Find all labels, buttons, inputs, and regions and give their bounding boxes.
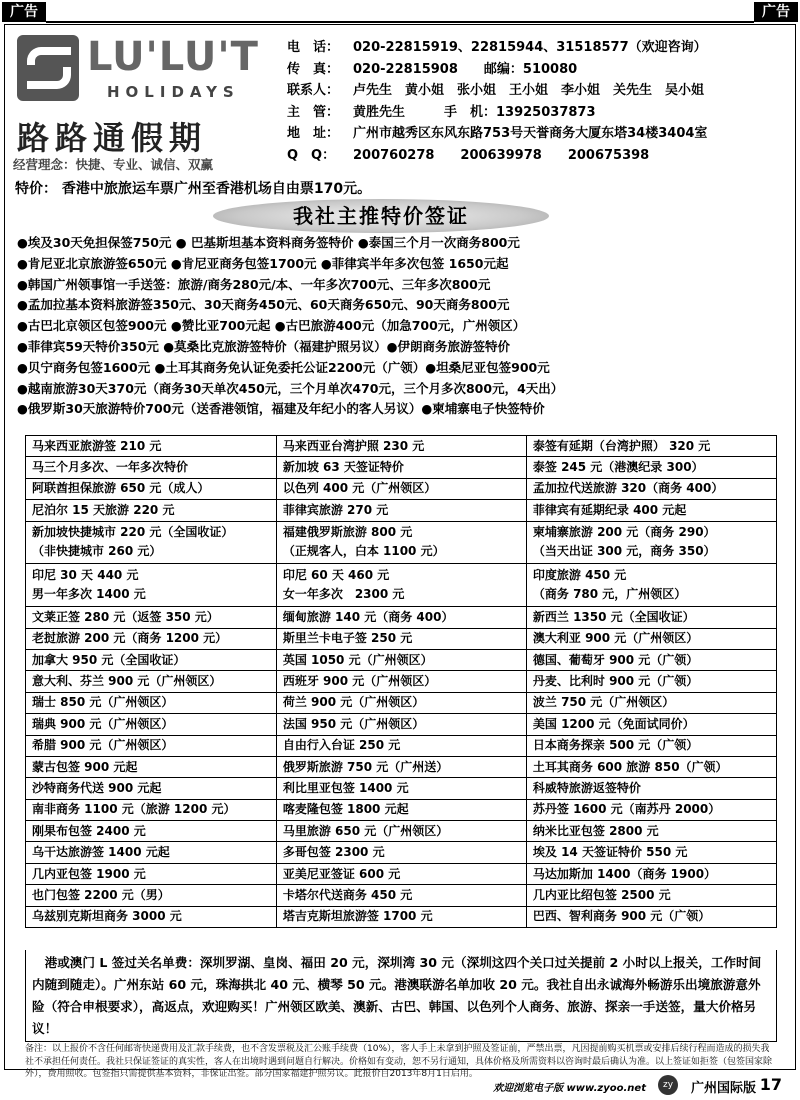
table-cell [276,521,526,564]
cell-line: 卡塔尔代送商务 450 元 [282,887,413,902]
list-item: ●贝宁商务包签1600元 ●土耳其商务免认证免委托公证2200元（广领）●坦桑尼亚包签900元 [17,359,550,375]
cell-line: 也门包签 2200 元（男） [32,887,170,902]
cell-line: 澳大利亚 900 元（广州领区） [532,631,699,646]
cell-line: 印尼 30 天 440 元 [32,568,139,583]
table-cell [26,842,277,863]
list-item: ●菲律宾59天特价350元 ●莫桑比克旅游签特价（福建护照另议）●伊朗商务旅游签特价 [17,338,511,354]
cell-line: 苏丹签 1600 元（南苏丹 2000） [532,802,721,817]
cell-line: 英国 1050 元（广州领区） [282,652,433,667]
cell-line: 科威特旅游返签特价 [532,780,641,795]
cell-line: 马里旅游 650 元（广州领区） [282,823,449,838]
cell-line: 瑞典 900 元（广州领区） [32,716,174,731]
table-cell [26,885,277,906]
table-cell [526,906,776,927]
cell-line: 蒙古包签 900 元起 [32,759,138,774]
cell-line: 几内亚比绍包签 2500 元 [532,887,671,902]
table-cell [276,457,526,478]
cell-line: 马来西亚台湾护照 230 元 [282,438,425,453]
table-row [26,436,777,457]
cell-line: 以色列 400 元（广州领区） [282,481,437,496]
logo-s-icon [17,35,79,101]
table-row [26,906,777,927]
cell-line: 乌兹别克斯坦商务 3000 元 [32,909,182,924]
cell-line: 利比里亚包签 1400 元 [282,780,409,795]
cell-line: 意大利、芬兰 900 元（广州领区） [32,674,222,689]
cell-line: （正规客人，白本 1100 元） [282,544,445,559]
cell-line: 日本商务探亲 500 元（广领） [532,738,699,753]
table-cell [276,885,526,906]
table-cell [526,671,776,692]
table-cell [26,649,277,670]
cell-line: 喀麦隆包签 1800 元起 [282,802,409,817]
contact-persons: 联系人： 卢先生 黄小姐 张小姐 王小姐 李小姐 关先生 吴小姐 [287,83,705,98]
table-cell [276,821,526,842]
page-number: 17 [759,1075,782,1094]
cell-line: 多哥包签 2300 元 [282,845,385,860]
table-cell [276,478,526,499]
table-cell [526,607,776,628]
table-row [26,478,777,499]
contact-address: 地 址： 广州市越秀区东风东路753号天誉商务大厦东塔34楼3404室 [287,126,708,141]
cell-line: 马三个月多次、一年多次特价 [32,460,189,475]
table-cell [276,906,526,927]
cell-line: 孟加拉代送旅游 320（商务 400） [532,481,724,496]
table-row [26,649,777,670]
list-item: ●埃及30天免担保签750元 ● 巴基斯坦基本资料商务签特价 ●泰国三个月一次商务800元 [17,235,520,250]
table-cell [526,714,776,735]
table-cell [26,500,277,521]
table-cell [526,521,776,564]
cell-line: 俄罗斯旅游 750 元（广州送） [282,759,449,774]
cell-line: 纳米比亚包签 2800 元 [532,823,659,838]
list-item: ●肯尼亚北京旅游签650元 ●肯尼亚商务包签1700元 ●菲律宾半年多次包签 1650元起 [17,255,509,271]
cell-line: 马达加斯加 1400（商务 1900） [532,866,717,881]
cell-line: 斯里兰卡电子签 250 元 [282,631,413,646]
table-cell [526,821,776,842]
table-row [26,607,777,628]
table-row [26,821,777,842]
table-row [26,521,777,564]
table-row [26,778,777,799]
table-row [26,842,777,863]
cell-line: （商务 780 元，广州领区） [532,587,687,602]
table-cell [276,714,526,735]
table-cell [526,478,776,499]
cell-line: 几内亚包签 1900 元 [32,866,146,881]
table-cell [26,607,277,628]
table-row [26,885,777,906]
cell-line: 荷兰 900 元（广州领区） [282,695,425,710]
cell-line: 美国 1200 元（免面试同价） [532,716,695,731]
table-cell [26,671,277,692]
cell-line: 女一年多次 2300 元 [282,587,405,602]
cell-line: 阿联酋担保旅游 650 元（成人） [32,481,210,496]
logo-wordmark: LU'LU'T [87,34,259,80]
table-row [26,500,777,521]
table-cell [526,756,776,777]
table-row [26,756,777,777]
fine-print: 备注：以上报价不含任何邮寄快递费用及汇款手续费，也不含发票税及汇公账手续费（10%），客人手上未拿到护照及签证前，严禁出票，凡因提前购买机票或安排后续行程而造成的损失我社不承担任何责任。我社只保证签证的真实性，客人在出境时遇到问题自行解决。价格如有变动，恕不另行通知，具体价格及所需资料以咨询时最后确认为准。以上签证如拒签（包签国家除外），费用照收。包签指只需提供基本资料，非保证出签。部分国家福建护照另议。此报价自2013年8月1日启用。 [25,1044,773,1079]
table-cell [526,842,776,863]
table-cell [276,649,526,670]
list-item: ●古巴北京领区包签900元 ●赞比亚700元起 ●古巴旅游400元（加急700元，广州领区） [17,318,526,334]
contact-manager: 主 管： 黄胜先生 手 机：13925037873 [287,104,596,120]
ad-label-left: 广告 [2,2,46,22]
table-row [26,628,777,649]
table-cell [276,564,526,607]
cell-line: 文莱正签 280 元（返签 350 元） [32,609,219,624]
table-cell [26,436,277,457]
table-row [26,457,777,478]
table-cell [526,692,776,713]
table-cell [526,649,776,670]
table-cell [526,628,776,649]
page-footer [4,1073,796,1097]
table-cell [26,799,277,820]
ad-frame [4,24,796,1079]
cell-line: 马来西亚旅游签 210 元 [32,438,162,453]
table-cell [26,478,277,499]
cell-line: 老挝旅游 200 元（商务 1200 元） [32,631,228,646]
contact-fax: 传 真： 020-22815908 邮编：510080 [287,61,578,77]
cell-line: 缅甸旅游 140 元（商务 400） [282,609,454,624]
cell-line: 印尼 60 天 460 元 [282,568,390,583]
table-cell [276,607,526,628]
table-cell [26,735,277,756]
cell-line: 尼泊尔 15 天旅游 220 元 [32,502,175,517]
cell-line: 亚美尼亚签证 600 元 [282,866,401,881]
cell-line: 加拿大 950 元（全国收证） [32,652,186,667]
table-cell [526,778,776,799]
table-cell [526,564,776,607]
cell-line: 沙特商务代送 900 元起 [32,780,162,795]
table-cell [526,436,776,457]
cell-line: 新西兰 1350 元（全国收证） [532,609,695,624]
footer-url: 欢迎浏览电子版 www.zyoo.net [493,1083,646,1094]
list-item: ●俄罗斯30天旅游特价700元（送香港领馆，福建及年纪小的客人另议）●柬埔寨电子快签特价 [17,401,545,417]
publication-name: 广州国际版 [690,1081,756,1096]
table-cell [526,500,776,521]
cell-line: 巴西、智利商务 900 元（广领） [532,909,711,924]
cell-line: 希腊 900 元（广州领区） [32,738,174,753]
company-logo [13,31,275,191]
table-row [26,735,777,756]
table-cell [276,756,526,777]
visa-price-table [25,435,777,928]
top-rule [46,21,754,23]
contact-phone: 电 话： 020-22815919、22815944、31518577（欢迎咨询） [287,40,707,55]
table-row [26,799,777,820]
cell-line: 自由行入台证 250 元 [282,738,401,753]
cell-line: 泰签有延期（台湾护照） 320 元 [532,438,711,453]
table-cell [26,628,277,649]
table-cell [26,821,277,842]
table-cell [526,863,776,884]
table-row [26,564,777,607]
table-cell [276,436,526,457]
list-item: ●越南旅游30天370元（商务30天单次450元，三个月单次470元，三个月多次800元，4天出） [17,380,564,396]
cell-line: 塔吉克斯坦旅游签 1700 元 [282,909,433,924]
table-cell [276,778,526,799]
table-cell [26,778,277,799]
cell-line: 波兰 750 元（广州领区） [532,695,675,710]
table-cell [276,671,526,692]
table-cell [26,564,277,607]
table-cell [26,457,277,478]
ad-label-right: 广告 [754,2,798,22]
table-row [26,714,777,735]
cell-line: 泰签 245 元（港澳纪录 300） [532,460,704,475]
cell-line: 土耳其商务 600 旅游 850（广领） [532,759,728,774]
table-cell [276,500,526,521]
logo-chinese-name: 路路通假期 [17,119,208,157]
table-cell [26,521,277,564]
table-cell [526,799,776,820]
cell-line: （非快捷城市 260 元） [32,544,162,559]
table-cell [26,714,277,735]
cell-line: 福建俄罗斯旅游 800 元 [282,525,413,540]
table-cell [276,628,526,649]
cell-line: 瑞士 850 元（广州领区） [32,695,174,710]
cell-line: 德国、葡萄牙 900 元（广领） [532,652,699,667]
cell-line: 新加坡快捷城市 220 元（全国收证） [32,525,234,540]
cell-line: 乌干达旅游签 1400 元起 [32,845,170,860]
cell-line: 南非商务 1100 元（旅游 1200 元） [32,802,236,817]
cell-line: 西班牙 900 元（广州领区） [282,674,437,689]
table-cell [276,735,526,756]
contact-block [287,37,792,166]
table-cell [276,863,526,884]
table-cell [276,799,526,820]
table-cell [26,756,277,777]
cell-line: 法国 950 元（广州领区） [282,716,425,731]
cell-line: 男一年多次 1400 元 [32,587,146,602]
table-row [26,863,777,884]
table-cell [526,735,776,756]
featured-visa-list [17,233,793,420]
logo-holidays: HOLIDAYS [107,83,240,101]
cell-line: 刚果布包签 2400 元 [32,823,146,838]
cell-line: 柬埔寨旅游 200 元（商务 290） [532,525,716,540]
table-cell [26,863,277,884]
cell-line: 埃及 14 天签证特价 550 元 [532,845,688,860]
table-row [26,692,777,713]
list-item: ●韩国广州领事馆一手送签：旅游/商务280元/本、一年多次700元、三年多次800元 [17,276,491,292]
table-cell [276,842,526,863]
business-motto: 经营理念：快捷、专业、诚信、双赢 [13,157,214,172]
cell-line: 新加坡 63 天签证特价 [282,460,404,475]
list-item: ●孟加拉基本资料旅游签350元、30天商务450元、60天商务650元、90天商务800元 [17,297,510,313]
cell-line: 印度旅游 450 元 [532,568,627,583]
publication-logo-icon: zy [658,1075,678,1095]
table-cell [26,906,277,927]
table-cell [526,885,776,906]
table-cell [26,692,277,713]
border-notice: 港或澳门 L 签过关名单费：深圳罗湖、皇岗、福田 20 元，深圳湾 30 元（深圳这四个关口过关提前 2 小时以上报关，工作时间内随到随走）。广州东站 60 元，珠海拱北 40 元、横琴 50 元。港澳联游名单加收 20 元。我社自出永诚海外畅游乐出境旅游意外险（符合申根要求），高返点，欢迎购买！广州领区欧美、澳新、古巴、韩国、以色列个人商务、旅游、探亲一手送签，量大价格另议！ [25,950,777,1042]
table-row [26,671,777,692]
cell-line: 菲律宾有延期纪录 400 元起 [532,502,687,517]
special-offer: 特价： 香港中旅旅运车票广州至香港机场自由票170元。 [15,181,372,197]
table-cell [526,457,776,478]
cell-line: 菲律宾旅游 270 元 [282,502,389,517]
table-cell [276,692,526,713]
section-banner: 我社主推特价签证 [213,199,549,233]
contact-qq: Q Q： 200760278 200639978 200675398 [287,147,650,163]
cell-line: 丹麦、比利时 900 元（广领） [532,674,699,689]
cell-line: （当天出证 300 元，商务 350） [532,544,716,559]
